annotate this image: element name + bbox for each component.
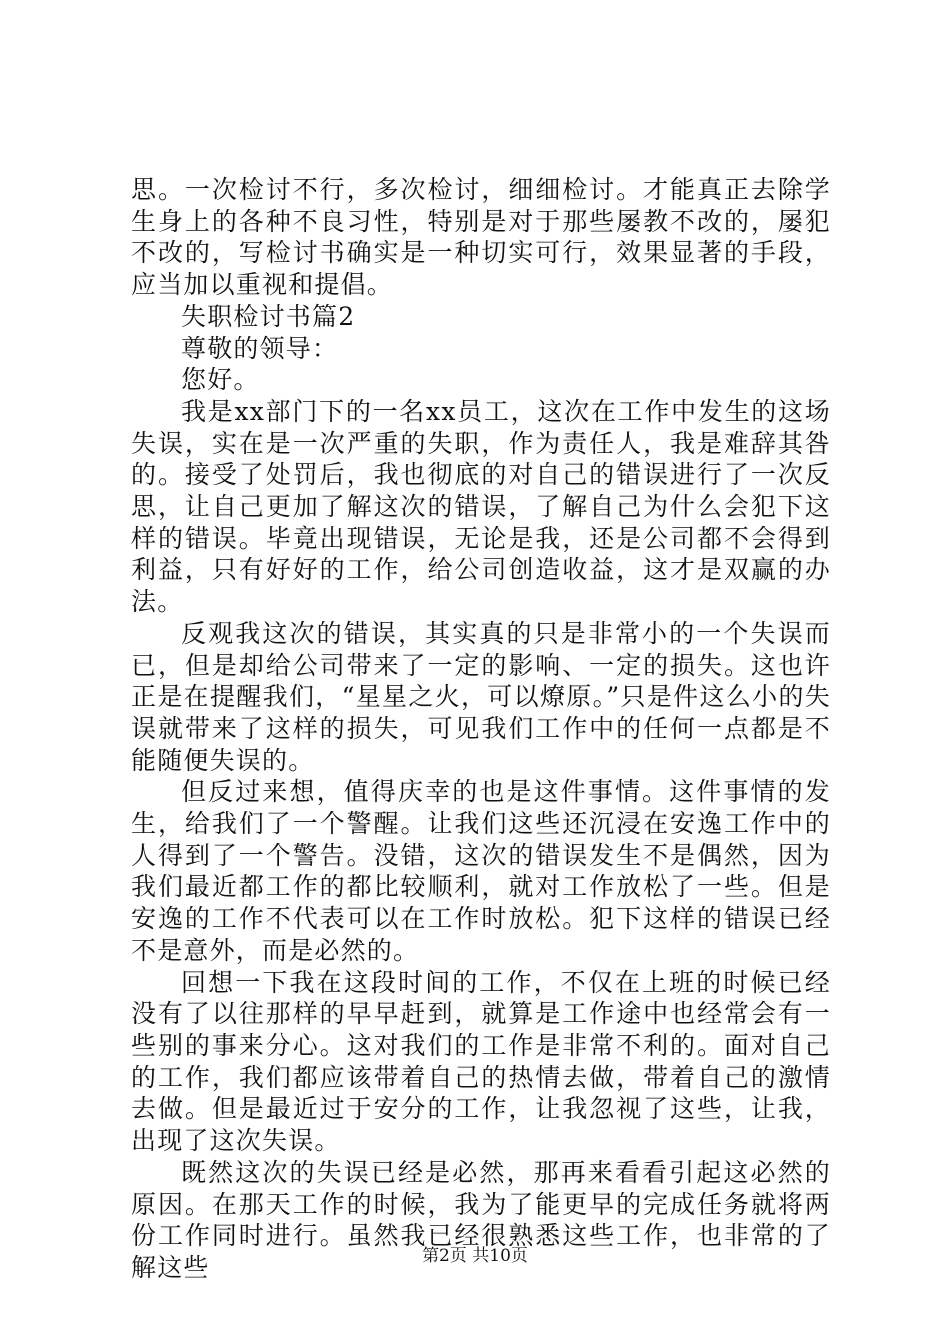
paragraph: 我是xx部门下的一名xx员工，这次在工作中发生的这场失误，实在是一次严重的失职，作为责任人，我是难辞其咎的。接受了处罚后，我也彻底的对自己的错误进行了一次反思，让自己更加了解这次的错误，了解自己为什么会犯下这样的错误。毕竟出现错误，无论是我，还是公司都不会得到利益，只有好好的工作，给公司创造收益，这才是双赢的办法。 [131,396,831,617]
paragraph: 回想一下我在这段时间的工作，不仅在上班的时候已经没有了以往那样的早早赶到，就算是工作途中也经常会有一些别的事来分心。这对我们的工作是非常不利的。面对自己的工作，我们都应该带着自己的热情去做，带着自己的激情去做。但是最近过于安分的工作，让我忽视了这些，让我，出现了这次失误。 [131,967,831,1156]
paragraph: 既然这次的失误已经是必然，那再来看看引起这必然的原因。在那天工作的时候，我为了能更早的完成任务就将两份工作同时进行。虽然我已经很熟悉这些工作，也非常的了解这些 [131,1157,831,1282]
greeting: 您好。 [181,365,260,395]
salutation: 尊敬的领导： [181,333,339,363]
paragraph: 但反过来想，值得庆幸的也是这件事情。这件事情的发生，给我们了一个警醒。让我们这些还沉浸在安逸工作中的人得到了一个警告。没错，这次的错误发生不是偶然，因为我们最近都工作的都比较顺利，就对工作放松了一些。但是安逸的工作不代表可以在工作时放松。犯下这样的错误已经不是意外，而是必然的。 [131,777,831,965]
section-heading: 失职检讨书篇2 [181,301,356,331]
page-number-footer: 第2页 共10页 [422,1246,528,1266]
document-body [131,174,831,1284]
paragraph-continuation: 思。一次检讨不行，多次检讨，细细检讨。才能真正去除学生身上的各种不良习性，特别是对于那些屡教不改的，屡犯不改的，写检讨书确实是一种切实可行，效果显著的手段，应当加以重视和提倡。 [131,175,831,300]
paragraph: 反观我这次的错误，其实真的只是非常小的一个失误而已，但是却给公司带来了一定的影响、一定的损失。这也许正是在提醒我们，“星星之火，可以燎原。”只是件这么小的失误就带来了这样的损失，可见我们工作中的任何一点都是不能随便失误的。 [131,618,831,775]
